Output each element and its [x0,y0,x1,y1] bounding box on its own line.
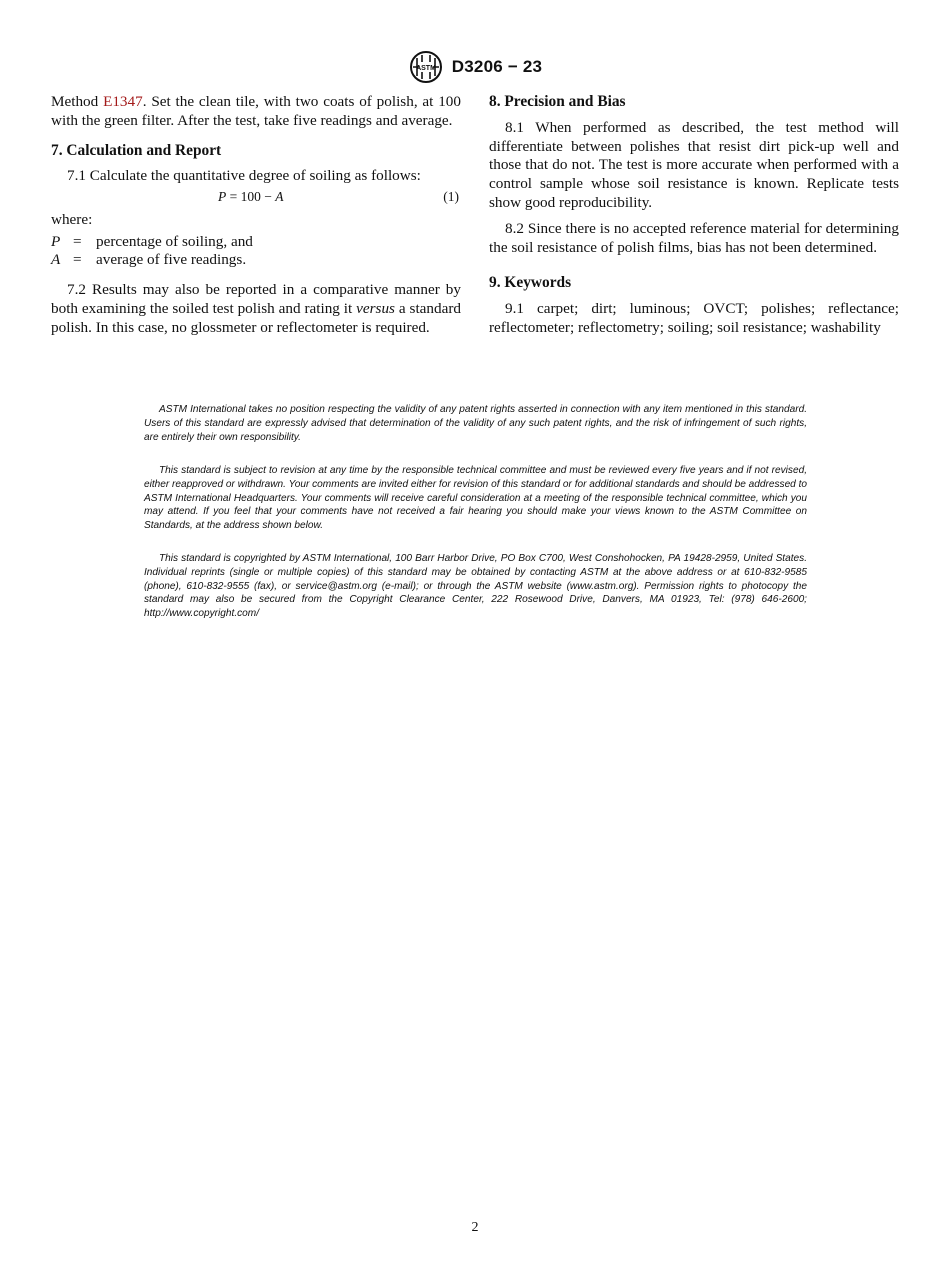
section-8-title: 8. Precision and Bias [489,93,626,110]
right-column [489,93,899,338]
definition-equals: = [73,250,82,268]
copyright-notice-text: This standard is copyrighted by ASTM International, 100 Barr Harbor Drive, PO Box C700, West Conshohocken, PA 19428-2959, United States. Individual reprints (single or multiple copies) of this standard may be obtained by contacting ASTM at the above address or at 610-832-9585 (phone), 610-832-9555 (fax), or service@astm.org (e-mail); or through the ASTM website (www.astm.org). Permission rights to photocopy the standard may also be secured from the Copyright Clearance Center, 222 Rosewood Drive, Danvers, MA 01923, Tel: (978) 646-2600; http://www.copyright.com/ [144,553,807,620]
definition-list [51,233,461,269]
page-header [0,50,950,84]
paragraph-7-1: 7.1 Calculate the quantitative degree of soiling as follows: [67,167,421,185]
copyright-notice [144,552,807,621]
reference-link-e1347[interactable]: E1347 [103,93,143,110]
patent-notice-text: ASTM International takes no position respecting the validity of any patent rights asserted in connection with any item mentioned in this standard. Users of this standard are expressly advised that determination of the validity of any such patent rights, and the risk of infringement of such rights, are entirely their own responsibility. [144,404,807,443]
paragraph-8-2: 8.2 Since there is no accepted reference material for determining the soil resistance of polish films, bias has not been determined. [489,219,899,256]
equation-operator: = 100 − [226,189,276,205]
section-9-title: 9. Keywords [489,274,572,292]
revision-notice-text: This standard is subject to revision at any time by the responsible technical committee and must be reviewed every five years and if not revised, either reapproved or withdrawn. Your comments are invited either for revision of this standard or for additional standards and should be addressed to ASTM International Headquarters. Your comments will receive careful consideration at a meeting of the responsible technical committee, which you may attend. If you feel that your comments have not received a fair hearing you should make your views known to the ASTM Committee on Standards, at the address shown below. [144,465,808,532]
p7-2-text-b: a standard polish. In this case, no glossmeter or reflectometer is required. [51,299,461,336]
equation-1 [51,186,461,208]
paragraph-9-1: 9.1 carpet; dirt; luminous; OVCT; polishes; reflectance; reflectometer; reflectometry; soiling; soil resistance; washability [489,300,899,336]
where-label: where: [51,211,93,229]
left-column [51,93,461,337]
definition-symbol: A [51,250,61,268]
p7-2-text-a: 7.2 Results may also be reported in a comparative manner by both examining the soiled test polish and rating it [51,280,461,317]
paragraph-8-1: 8.1 When performed as described, the test method will differentiate between polishes that resist dirt pick-up well and those that do not. The test is more accurate when performed with a control sample whose soil resistance is known. Replicate tests show good reproducibility. [489,118,899,211]
document-designation: D3206 − 23 [451,57,543,76]
definition-equals: = [73,232,82,250]
patent-notice [144,403,807,444]
page-number: 2 [471,1220,479,1235]
equation-number: (1) [443,189,459,205]
p7-2-versus: versus [356,299,395,317]
paragraph-7-2 [51,281,461,337]
paragraph-method [51,93,461,131]
equation-lhs: P [218,189,227,205]
definition-text: average of five readings. [96,250,247,268]
definition-symbol: P [51,232,61,250]
method-text-a: Method [51,93,104,110]
definition-row [51,251,461,269]
equation-rhs: A [275,189,284,205]
equation-body [218,188,283,207]
revision-notice [144,464,807,533]
definition-text: percentage of soiling, and [96,232,253,250]
astm-logo-text: ASTM [415,65,436,72]
definition-row [51,233,461,251]
section-7-title: 7. Calculation and Report [51,141,222,159]
astm-logo-icon [408,50,444,84]
method-text-b: . Set the clean tile, with two coats of polish, at 100 with the green filter. After the test, take five readings and average. [51,93,461,129]
